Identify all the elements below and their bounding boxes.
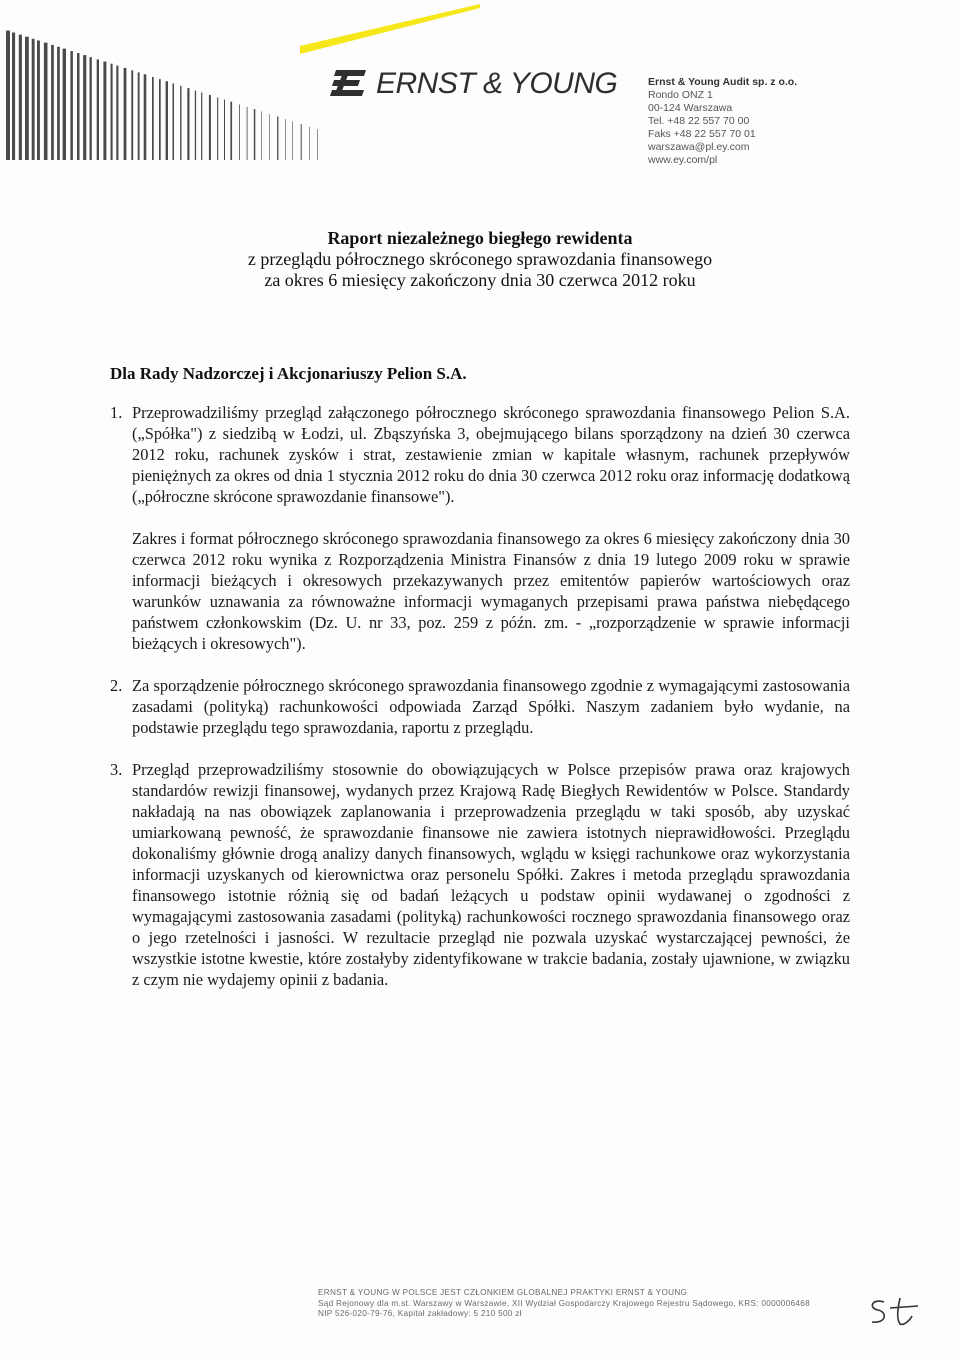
barcode-bar [19,35,22,160]
company-name: Ernst & Young Audit sp. z o.o. [648,76,798,88]
barcode-bar [195,91,196,161]
barcode-bar [51,45,54,160]
ey-logo-mark-icon [330,66,370,102]
section-number: 1. [110,403,123,422]
barcode-bar [166,81,168,160]
yellow-beam-decoration [300,4,480,54]
section-3 [110,759,850,990]
barcode-bar [103,62,106,161]
barcode-bar [152,77,154,160]
barcode-bar [25,37,29,160]
barcode-bar [90,57,92,160]
report-title-line-1: Raport niezależnego biegłego rewidenta [327,228,633,248]
barcode-bar [57,47,60,160]
barcode-bar [317,129,318,160]
section-2 [110,675,850,738]
barcode-bar [254,109,256,160]
barcode-bar [309,127,310,160]
addressee: Dla Rady Nadzorczej i Akcjonariuszy Pelion S.A. [110,364,467,383]
barcode-bar [247,107,248,160]
report-title [0,228,960,291]
barcode-bar [201,93,202,161]
barcode-bar [209,95,211,160]
barcode-bar [138,72,140,160]
logo-brand-text: ERNST & YOUNG [376,67,618,100]
barcode-bar [111,64,113,160]
barcode-bar [131,70,133,160]
barcode-bar [37,41,40,161]
barcode-bar [261,112,262,161]
barcode-bar [239,105,240,161]
section-paragraph: Zakres i format półrocznego skróconego sprawozdania finansowego za okres 6 miesięcy zakończony dnia 30 czerwca 2012 roku wynika z Rozporządzenia Ministra Finansów z dnia 19 lutego 2009 roku w sprawie informacji bieżących i okresowych przekazywanych przez emitentów papierów wartościowych oraz warunków uznawania za równoważne informacji wymaganych przepisami prawa państwa niebędącego państwem członkowskim (Dz. U. nr 33, poz. 259 z późn. zm. - „rozporządzenie w sprawie informacji bieżących i okresowych"). [132,529,850,653]
section-number: 2. [110,676,123,695]
footer-line-2: Sąd Rejonowy dla m.st. Warszawy w Warszawie, XII Wydział Gospodarczy Krajowego Rejestru Sądowego, KRS: 0000006468 [318,1298,810,1308]
company-fax: Faks +48 22 557 70 01 [648,128,756,140]
page-footer [318,1288,810,1320]
company-phone: Tel. +48 22 557 70 00 [648,115,750,127]
section-number: 3. [110,760,123,779]
barcode-bar [187,88,189,160]
barcode-bar [83,55,86,160]
section-1 [110,402,850,654]
handwritten-initials-signature [866,1294,936,1330]
company-street: Rondo ONZ 1 [648,89,713,101]
barcode-bar [277,117,278,161]
barcode-bar [144,74,147,160]
section-paragraph: Przegląd przeprowadziliśmy stosownie do obowiązujących w Polsce przepisów prawa oraz krajowych standardów rewizji finansowej, wydanych przez Krajową Radę Biegłych Rewidentów w Polsce. Standardy nakładają na nas obowiązek zaplanowania i przeprowadzenia przeglądu w taki sposób, aby uzyskać umiarkowaną pewność, że sprawozdanie finansowe nie zawiera istotnych nieprawidłowości. Przeglądu dokonaliśmy głównie drogą analizy danych finansowych, wglądu w księgi rachunkowe oraz wykorzystania informacji uzyskanych od kierownictwa oraz personelu Spółki. Zakres i metoda przeglądu sprawozdania finansowego istotnie różnią się od badań leżących u podstaw opinii wydawanej o zgodności z wymagającymi zastosowania zasadami (polityką) rachunkowości rocznego sprawozdania finansowego oraz o jego rzetelności i jasności. W rezultacie przegląd nie pozwala uzyskać wystarczającej pewności, że wszystkie istotne kwestie, które zostałyby zidentyfikowane w trakcie badania, zostały ujawnione, w związku z czym nie wydajemy opinii z badania. [132,760,850,989]
barcode-bar [180,86,181,160]
barcode-bar [173,83,175,160]
barcode-bar [70,51,73,160]
barcode-bar [116,66,118,160]
report-title-line-3: za okres 6 miesięcy zakończony dnia 30 czerwca 2012 roku [264,270,696,290]
barcode-bar [124,68,127,160]
barcode-decoration [4,20,324,170]
barcode-bar [159,79,161,160]
contact-block [648,76,797,167]
barcode-bar [217,98,218,161]
company-email: warszawa@pl.ey.com [648,141,750,153]
barcode-bar [44,43,48,160]
footer-line-1: ERNST & YOUNG W POLSCE JEST CZŁONKIEM GLOBALNEJ PRAKTYKI ERNST & YOUNG [318,1288,688,1297]
barcode-bar [301,124,302,160]
barcode-bar [292,121,293,160]
barcode-bar [224,100,225,160]
footer-line-3: NIP 526-020-79-76, Kapitał zakładowy: 5 210 500 zł [318,1309,522,1318]
section-paragraph: Przeprowadziliśmy przegląd załączonego półrocznego skróconego sprawozdania finansowego Pelion S.A. („Spółka") z siedzibą w Łodzi, ul. Zbąszyńska 3, obejmującego bilans sporządzony na dzień 30 czerwca 2012 roku, rachunek zysków i strat, zestawienie zmian w kapitale własnym, rachunek przepływów pieniężnych za okres od dnia 1 stycznia 2012 roku do dnia 30 czerwca 2012 roku oraz informację dodatkową („półroczne skrócone sprawozdanie finansowe"). [132,403,850,506]
barcode-bar [32,39,35,160]
barcode-bar [269,114,270,160]
ernst-young-logo [330,66,617,102]
barcode-bar [6,31,10,160]
barcode-bar [63,49,66,160]
report-title-line-2: z przeglądu półrocznego skróconego sprawozdania finansowego [247,249,713,269]
barcode-bar [12,33,15,161]
barcode-bar [285,119,286,160]
section-paragraph: Za sporządzenie półrocznego skróconego sprawozdania finansowego zgodnie z wymagającymi zastosowania zasadami (polityką) rachunkowości odpowiada Zarząd Spółki. Naszym zadaniem było wydanie, na podstawie przeglądu tego sprawozdania, raportu z przeglądu. [132,676,850,737]
barcode-bar [230,102,232,160]
barcode-bar [97,59,99,160]
report-body [110,402,850,1011]
barcode-bar [77,53,80,160]
company-city: 00-124 Warszawa [648,102,733,114]
company-website: www.ey.com/pl [648,154,718,166]
